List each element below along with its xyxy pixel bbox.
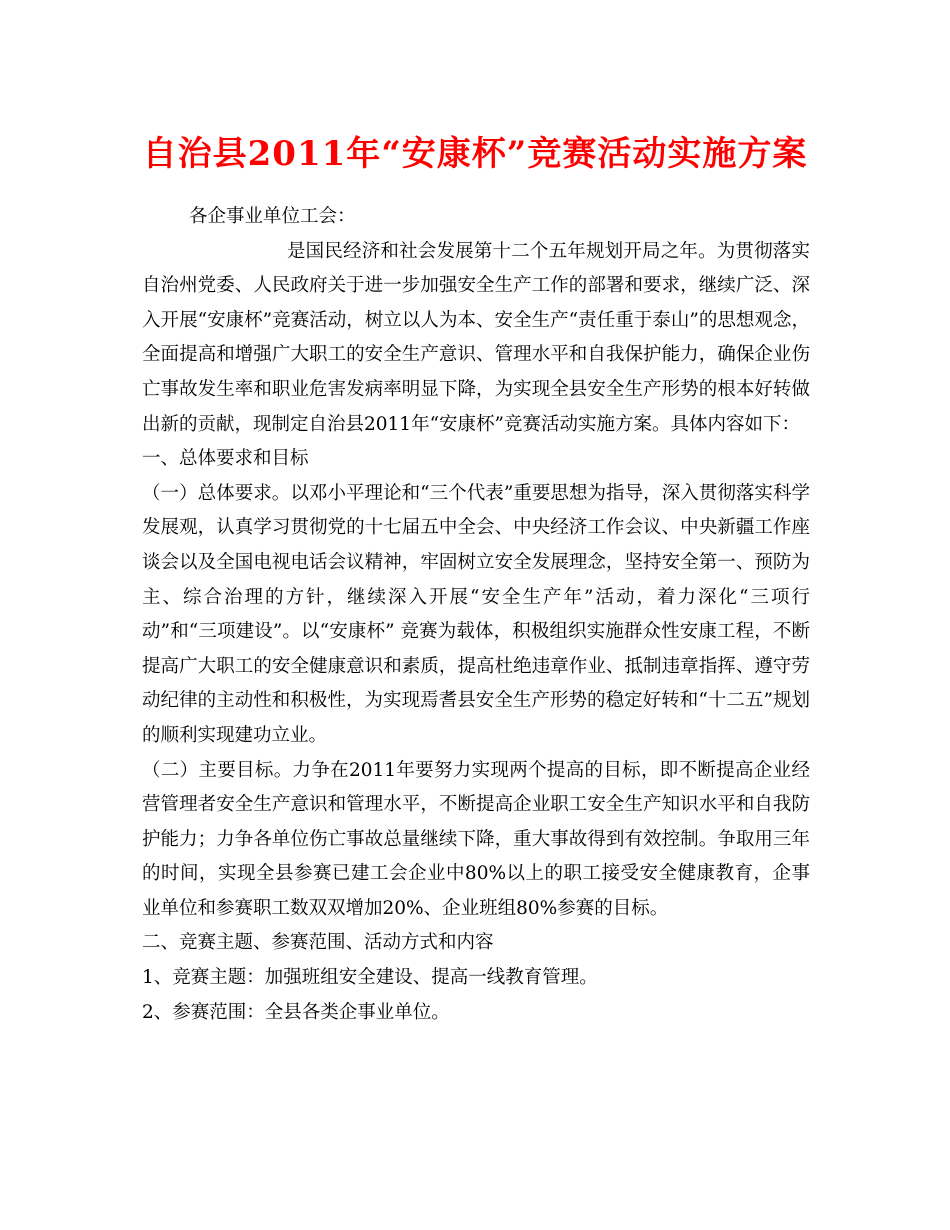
section-heading-2: 二、竞赛主题、参赛范围、活动方式和内容: [142, 932, 494, 954]
list-item-theme: 1、竞赛主题：加强班组安全建设、提高一线教育管理。: [142, 967, 598, 989]
salutation: 各企事业单位工会：: [189, 206, 356, 227]
main-goals-paragraph: （二）主要目标。力争在2011年要努力实现两个提高的目标，即不断提高企业经营管理者安全生产意识和管理水平，不断提高企业职工安全生产知识水平和自我防护能力；力争各单位伤亡事故总量继续下降，重大事故得到有效控制。争取用三年的时间，实现全县参赛已建工会企业中80%以上的职工接受安全健康教育，企事业单位和参赛职工数双双增加20%、企业班组80%参赛的目标。: [142, 759, 810, 919]
section-heading-1: 一、总体要求和目标: [142, 448, 309, 470]
general-requirements-paragraph: （一）总体要求。以邓小平理论和“三个代表”重要思想为指导，深入贯彻落实科学发展观，认真学习贯彻党的十七届五中全会、中央经济工作会议、中央新疆工作座谈会以及全国电视电话会议精神，牢固树立安全发展理念，坚持安全第一、预防为主、综合治理的方针，继续深入开展“安全生产年”活动，着力深化“三项行动”和“三项建设”。以“安康杯” 竞赛为载体，积极组织实施群众性安康工程，不断提高广大职工的安全健康意识和素质，提高杜绝违章作业、抵制违章指挥、遵守劳动纪律的主动性和积极性，为实现焉耆县安全生产形势的稳定好转和“十二五”规划的顺利实现建功立业。: [142, 482, 810, 746]
document-title: 自治县2011年“安康杯”竞赛活动实施方案: [142, 134, 808, 174]
list-item-scope: 2、参赛范围：全县各类企事业单位。: [142, 1001, 450, 1023]
document-body: [142, 200, 810, 1030]
intro-paragraph: 是国民经济和社会发展第十二个五年规划开局之年。为贯彻落实自治州党委、人民政府关于进一步加强安全生产工作的部署和要求，继续广泛、深入开展“安康杯”竞赛活动，树立以人为本、安全生产“责任重于泰山”的思想观念，全面提高和增强广大职工的安全生产意识、管理水平和自我保护能力，确保企业伤亡事故发生率和职业危害发病率明显下降，为实现全县安全生产形势的根本好转做出新的贡献，现制定自治县2011年“安康杯”竞赛活动实施方案。具体内容如下：: [142, 240, 810, 435]
